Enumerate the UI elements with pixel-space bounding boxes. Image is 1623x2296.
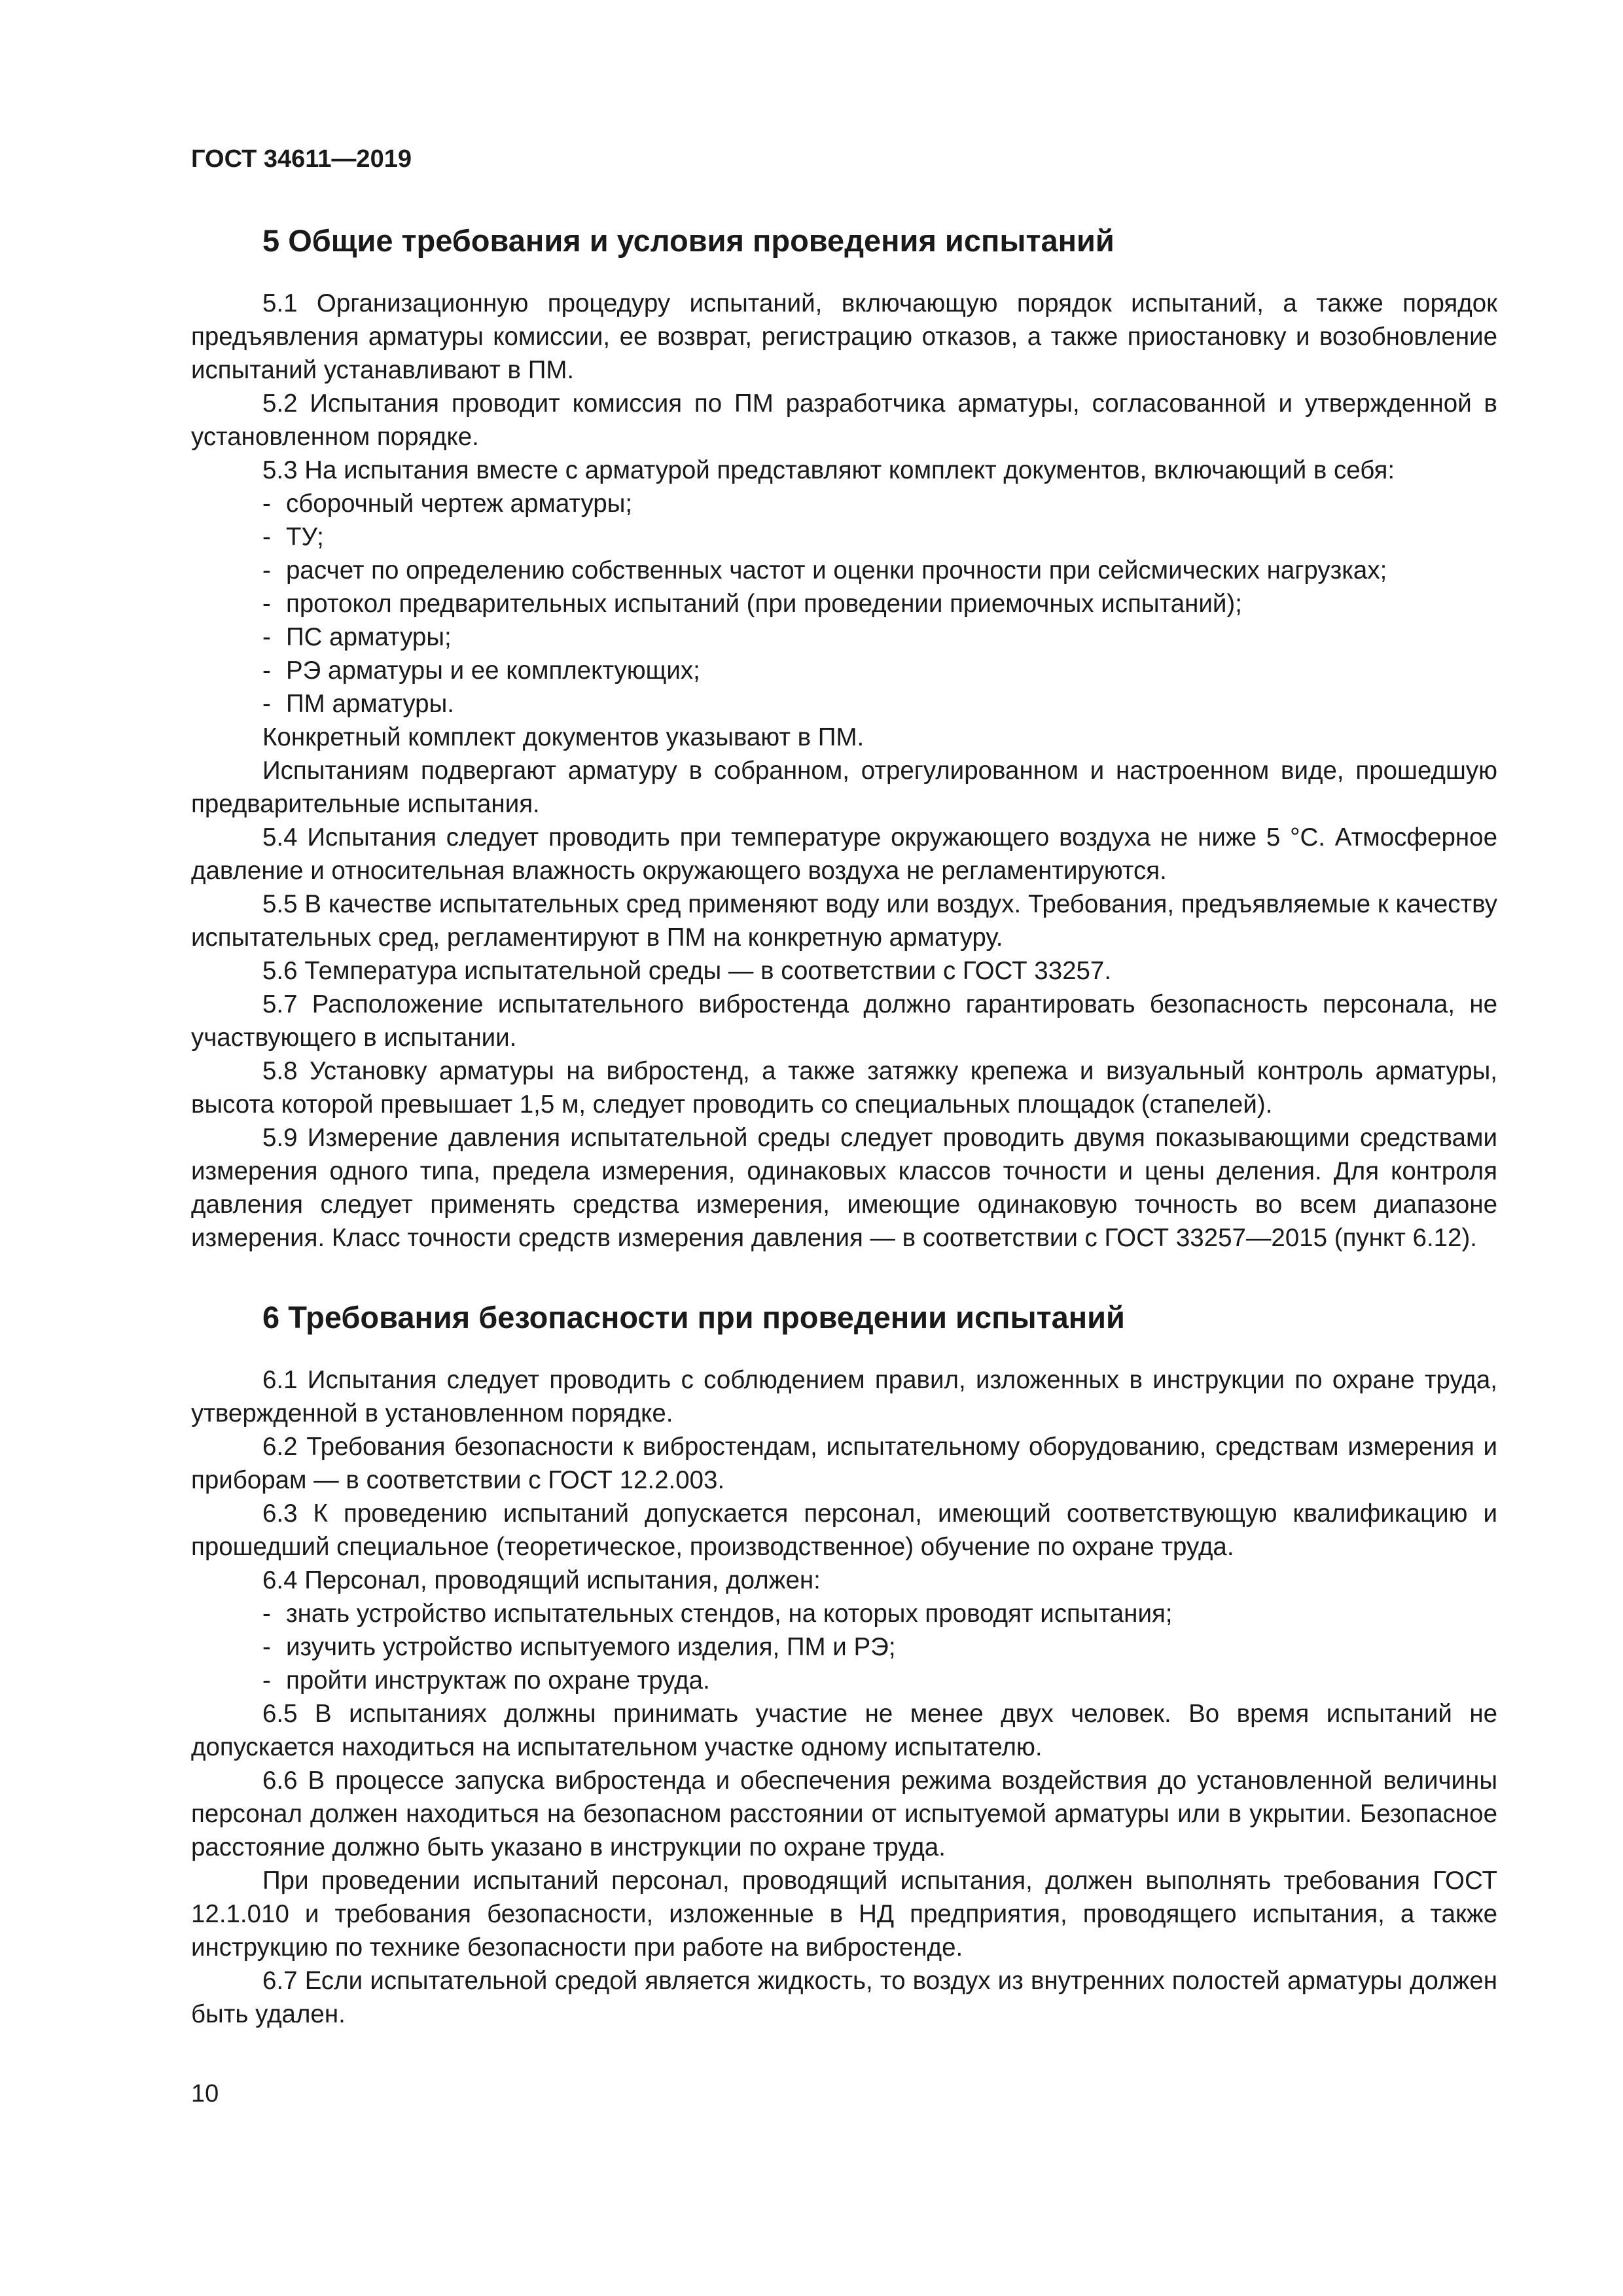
- list-item: - ПМ арматуры.: [262, 690, 454, 718]
- clause-6-6: 6.6 В процессе запуска вибростенда и обеспечения режима воздействия до установленной величины персонал должен находиться на безопасном расстоянии от испытуемой арматуры или в укрытии. Безопасное расстояние должно быть указано в инструкции по охране труда.: [191, 1767, 1497, 1861]
- list-item: - РЭ арматуры и ее комплектующих;: [262, 656, 700, 685]
- section-5-heading: 5 Общие требования и условия проведения испытаний: [262, 223, 1115, 258]
- kit-paragraph: Конкретный комплект документов указывают в ПМ.: [262, 723, 865, 751]
- clause-6-5: 6.5 В испытаниях должны принимать участие не менее двух человек. Во время испытаний не допускается находиться на испытательном участке одному испытателю.: [191, 1700, 1497, 1761]
- list-item: - расчет по определению собственных частот и оценки прочности при сейсмических нагрузках;: [262, 556, 1387, 584]
- clause-5-3: 5.3 На испытания вместе с арматурой представляют комплект документов, включающий в себя:: [262, 456, 1395, 484]
- page-number: 10: [191, 2080, 219, 2108]
- list-item: - ТУ;: [262, 523, 324, 551]
- document-code: ГОСТ 34611—2019: [191, 145, 412, 173]
- clause-5-1: 5.1 Организационную процедуру испытаний, включающую порядок испытаний, а также порядок предъявления арматуры комиссии, ее возврат, регистрацию отказов, а также приостановку и возобновление испытаний устанавливают в ПМ.: [191, 289, 1497, 384]
- section-5: [191, 221, 1497, 1255]
- section-6-heading: 6 Требования безопасности при проведении испытаний: [262, 1300, 1125, 1335]
- clause-6-3: 6.3 К проведению испытаний допускается персонал, имеющий соответствующую квалификацию и прошедший специальное (теоретическое, производственное) обучение по охране труда.: [191, 1499, 1497, 1561]
- duties-list: [191, 1597, 1497, 1697]
- clause-5-9: 5.9 Измерение давления испытательной среды следует проводить двумя показывающими средствами измерения одного типа, предела измерения, одинаковых классов точности и цены деления. Для контроля давления следует применять средства измерения, имеющие одинаковую точность во всем диапазоне измерения. Класс точности средств измерения давления — в соответствии с ГОСТ 33257—2015 (пункт 6.12).: [191, 1124, 1497, 1252]
- list-item: - ПС арматуры;: [262, 623, 452, 651]
- list-item: - протокол предварительных испытаний (при проведении приемочных испытаний);: [262, 590, 1242, 618]
- list-item: - изучить устройство испытуемого изделия, ПМ и РЭ;: [262, 1633, 896, 1661]
- list-item: - знать устройство испытательных стендов, на которых проводят испытания;: [262, 1600, 1173, 1628]
- document-list: [191, 487, 1497, 721]
- clause-6-7: 6.7 Если испытательной средой является жидкость, то воздух из внутренних полостей арматуры должен быть удален.: [191, 1967, 1497, 2028]
- clause-5-4: 5.4 Испытания следует проводить при температуре окружающего воздуха не ниже 5 °С. Атмосферное давление и относительная влажность окружающего воздуха не регламентируются.: [191, 823, 1497, 885]
- clause-6-4: 6.4 Персонал, проводящий испытания, должен:: [262, 1566, 821, 1594]
- clause-6-1: 6.1 Испытания следует проводить с соблюдением правил, изложенных в инструкции по охране труда, утвержденной в установленном порядке.: [191, 1366, 1497, 1427]
- clause-5-8: 5.8 Установку арматуры на вибростенд, а также затяжку крепежа и визуальный контроль арматуры, высота которой превышает 1,5 м, следует проводить со специальных площадок (стапелей).: [191, 1057, 1497, 1119]
- subject-paragraph: Испытаниям подвергают арматуру в собранном, отрегулированном и настроенном виде, прошедшую предварительные испытания.: [191, 757, 1497, 818]
- clause-5-7: 5.7 Расположение испытательного вибростенда должно гарантировать безопасность персонала, не участвующего в испытании.: [191, 990, 1497, 1052]
- clause-5-5: 5.5 В качестве испытательных сред применяют воду или воздух. Требования, предъявляемые к качеству испытательных сред, регламентируют в ПМ на конкретную арматуру.: [191, 890, 1497, 952]
- section-6: [191, 1298, 1497, 2031]
- clause-6-2: 6.2 Требования безопасности к вибростендам, испытательному оборудованию, средствам измерения и приборам — в соответствии с ГОСТ 12.2.003.: [191, 1433, 1497, 1494]
- during-tests-paragraph: При проведении испытаний персонал, проводящий испытания, должен выполнять требования ГОСТ 12.1.010 и требования безопасности, изложенные в НД предприятия, проводящего испытания, а также инструкцию по технике безопасности при работе на вибростенде.: [191, 1867, 1497, 1962]
- list-item: - сборочный чертеж арматуры;: [262, 490, 633, 518]
- clause-5-2: 5.2 Испытания проводит комиссия по ПМ разработчика арматуры, согласованной и утвержденной в установленном порядке.: [191, 389, 1497, 451]
- clause-5-6: 5.6 Температура испытательной среды — в соответствии с ГОСТ 33257.: [262, 957, 1112, 985]
- list-item: - пройти инструктаж по охране труда.: [262, 1666, 710, 1695]
